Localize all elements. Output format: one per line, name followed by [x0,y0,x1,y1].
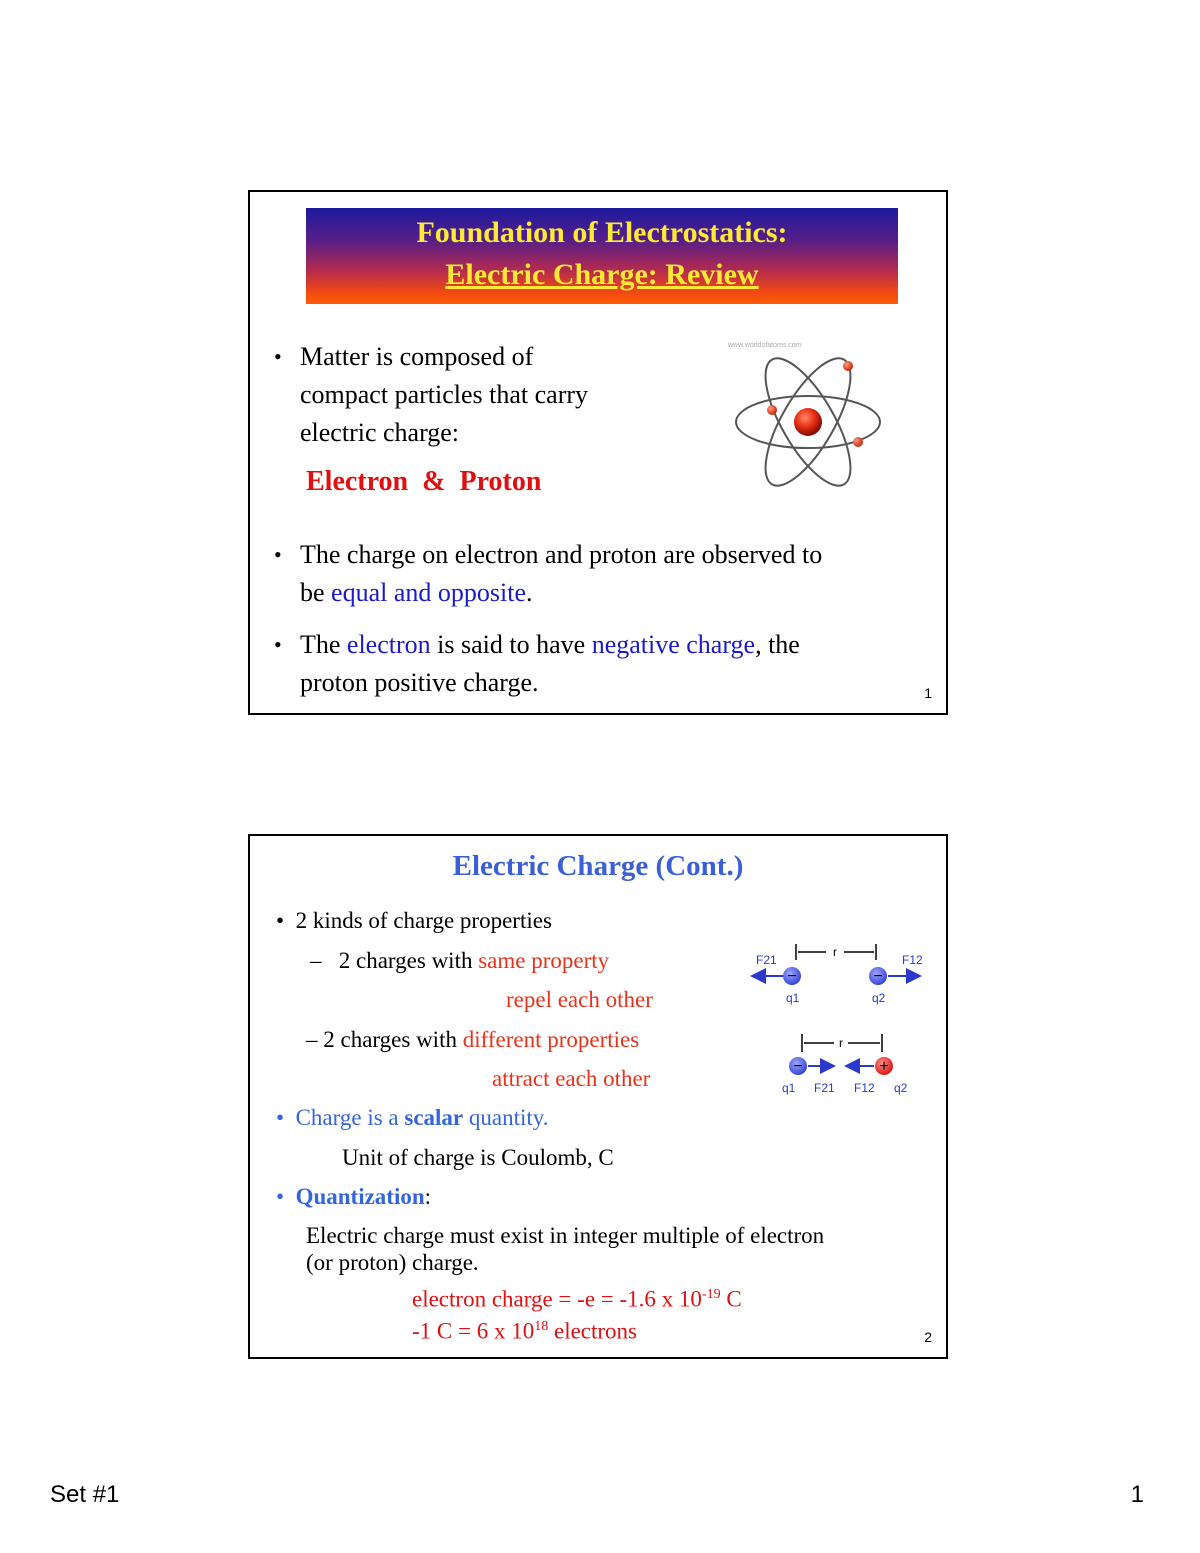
slide-title-banner [306,208,898,304]
repulsion-diagram [752,944,923,1005]
text-line: Electric charge must exist in integer multiple of electron [306,1223,825,1248]
watermark: www.worldofatoms.com [728,342,802,349]
proton-label: Proton [459,466,542,497]
slide-1 [248,190,948,715]
bullet-text-line: The charge on electron and proton are observed to [300,540,823,569]
charge-label-q2: q2 [872,991,886,1005]
slide-number: 1 [924,685,932,701]
slide-title-line2: Electric Charge: Review [445,258,759,291]
electron-label: Electron [306,466,409,497]
coulomb-equation [412,1312,637,1347]
bullet-scalar [276,1103,549,1133]
minus-sign: − [793,1058,803,1075]
slide-number: 2 [924,1329,932,1345]
text: The [300,630,347,659]
dash: – [306,1027,318,1052]
force-label-f21: F21 [756,953,777,967]
text: . [526,578,533,607]
bullet-dot: • [274,632,282,657]
emphasis-text: same property [478,948,610,973]
text: : [424,1184,432,1209]
plus-sign: + [879,1058,889,1075]
emphasis-text: different properties [462,1027,640,1052]
force-label-f12: F12 [854,1081,875,1095]
minus-sign: − [873,968,883,985]
charge-force-diagram [746,936,926,1106]
bullet-text-line: Matter is composed of [300,342,534,371]
bullet-text-line [300,626,940,664]
bullet-text-line: compact particles that carry [300,380,589,409]
minus-sign: − [787,968,797,985]
charge-label-q2: q2 [894,1081,908,1095]
bullet-quantization [276,1182,431,1212]
r-label: r [833,945,837,959]
text: 2 charges with [338,948,479,973]
atom-icon [728,342,888,492]
text-line: (or proton) charge. [306,1250,479,1275]
sub-bullet-same [310,946,609,976]
force-label-f21: F21 [814,1081,835,1095]
charge-label-q1: q1 [786,991,800,1005]
text: -1 C = 6 x 10 [412,1318,535,1344]
bullet-text-line [300,574,940,612]
charge-label-q1: q1 [782,1081,796,1095]
bullet-dot: • [274,344,282,369]
text: Charge is a [295,1105,405,1130]
exponent: -19 [701,1287,721,1302]
attract-text: attract each other [492,1066,651,1091]
exponent: 18 [534,1319,549,1334]
bullet-dot: • [274,542,282,567]
slide-title-line1: Foundation of Electrostatics: [416,216,788,249]
bullet-dot: • [276,908,296,933]
bullet-negative-charge [274,626,940,702]
slide-title: Electric Charge (Cont.) [452,850,744,882]
emphasis-text: equal and opposite [331,578,526,607]
text: electrons [548,1318,637,1344]
bullet-dot: • [276,1184,296,1209]
text: be [300,578,332,607]
text: is said to have [430,630,592,659]
bullet-text-line: proton positive charge. [300,668,539,697]
emphasis-text: negative charge [591,630,756,659]
emphasis-text: Quantization [295,1184,425,1209]
quantization-text [306,1222,824,1276]
unit-line: Unit of charge is Coulomb, C [342,1145,614,1170]
ampersand: & [422,466,446,497]
emphasis-text: scalar [404,1105,464,1130]
atom-illustration [728,342,888,492]
text: 2 kinds of charge properties [295,908,552,933]
r-label: r [839,1036,843,1050]
text: C [720,1286,742,1312]
force-label-f12: F12 [902,953,923,967]
dash: – [310,948,322,973]
footer-set-label: Set #1 [50,1481,120,1508]
sub-bullet-different [306,1025,639,1055]
bullet-equal-opposite [274,536,940,612]
electron-charge-equation [412,1280,742,1315]
bullet-kinds [276,906,552,936]
text: electron charge = -e = -1.6 x 10 [412,1286,702,1312]
emphasis-text: electron [346,630,431,659]
bullet-dot: • [276,1105,296,1130]
attraction-diagram [782,1034,908,1095]
slide-2 [248,834,948,1359]
text: 2 charges with [323,1027,463,1052]
electron-proton-highlight [306,466,541,498]
repel-text: repel each other [506,987,653,1012]
bullet-matter [274,338,589,452]
text: quantity. [463,1105,549,1130]
footer-page-number: 1 [1130,1481,1144,1508]
text: , the [755,630,800,659]
bullet-text-line: electric charge: [300,418,460,447]
